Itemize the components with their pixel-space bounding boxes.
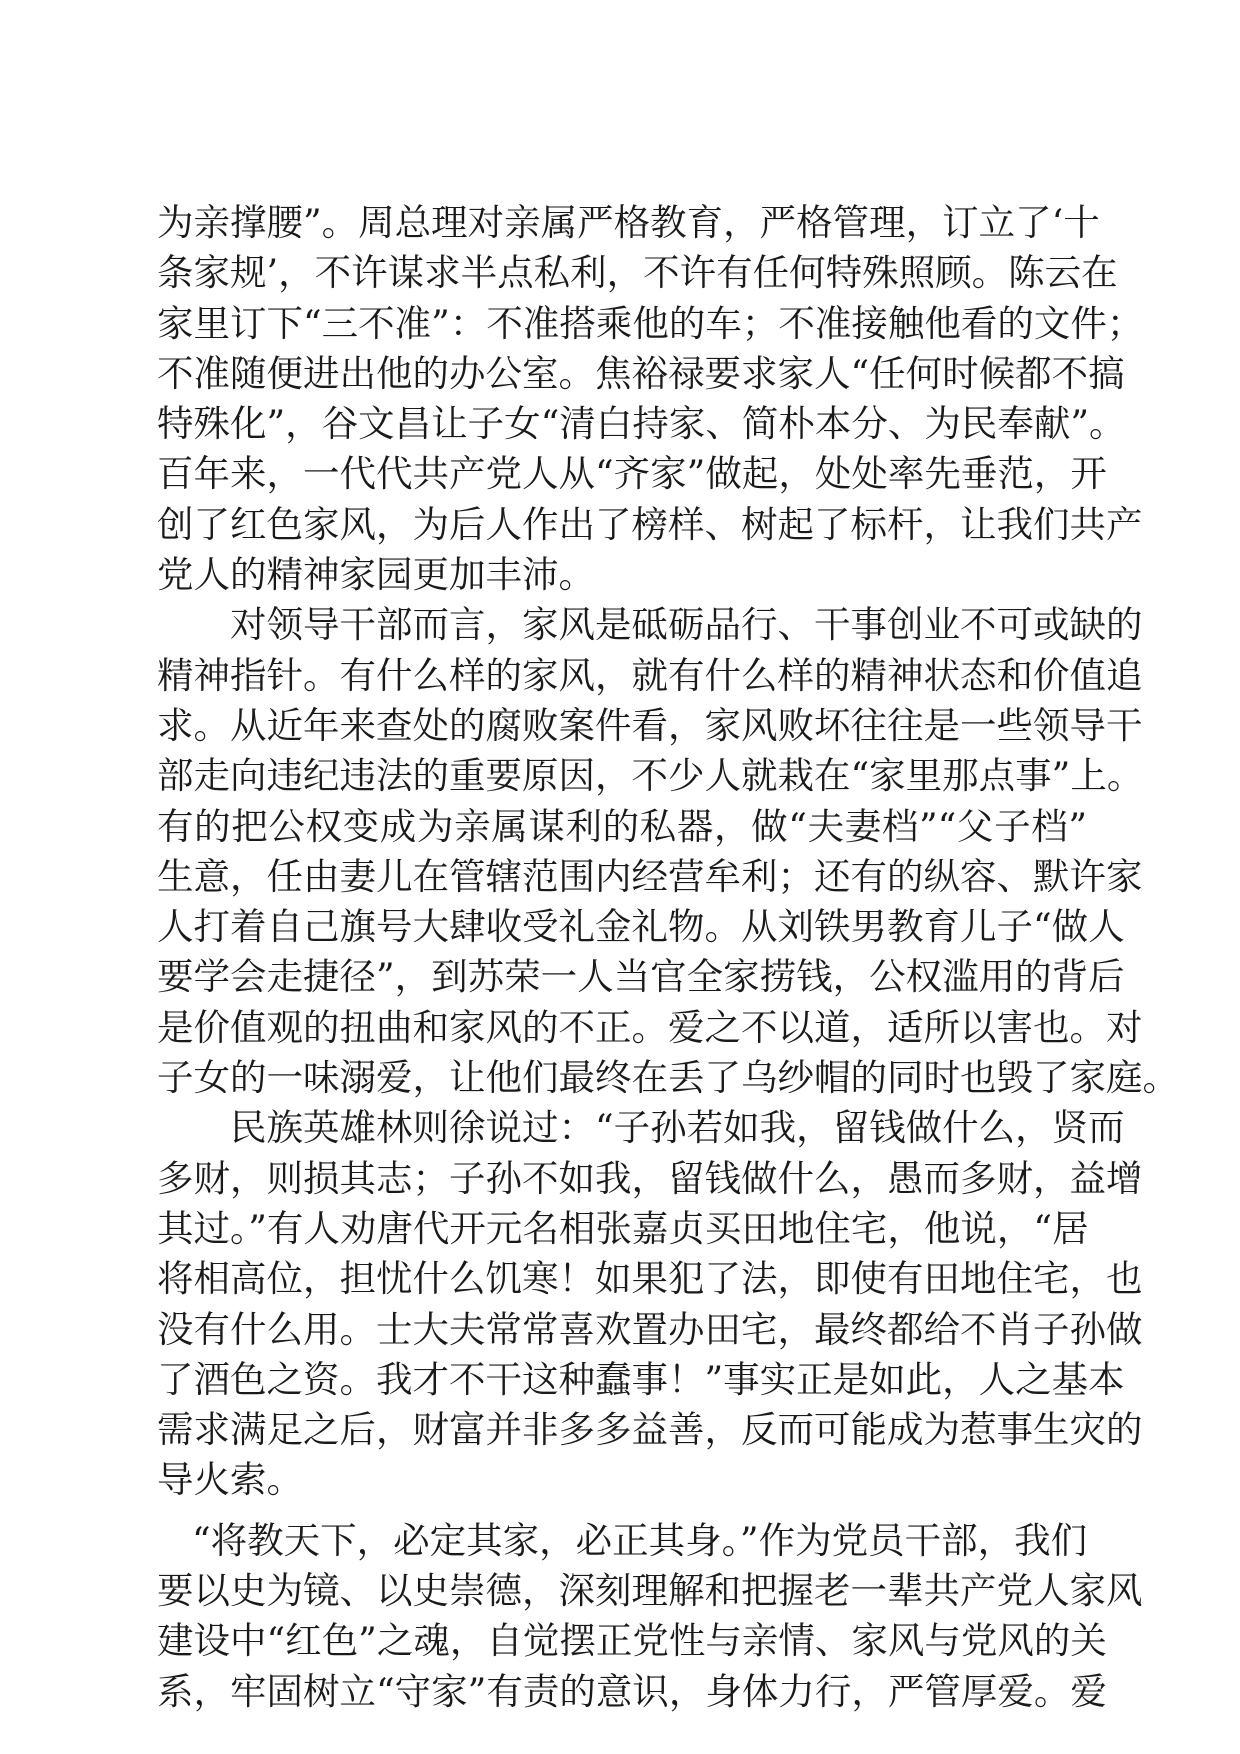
text-line: 了酒色之资。我才不干这种蠢事！”事实正是如此，人之基本 [157, 1357, 1125, 1401]
paragraph-1 [157, 198, 1144, 600]
text-line: 将相高位，担忧什么饥寒！如果犯了法，即使有田地住宅，也 [157, 1257, 1143, 1301]
text-line: 创了红色家风，为后人作出了榜样、树起了标杆，让我们共产 [157, 502, 1143, 546]
text-line: 子女的一味溺爱，让他们最终在丢了乌纱帽的同时也毁了家庭。 [157, 1056, 1179, 1100]
text-line: 条家规’，不许谋求半点私利，不许有任何特殊照顾。陈云在 [157, 251, 1118, 295]
text-line: 系，牢固树立“守家”有责的意识，身体力行，严管厚爱。爱 [157, 1669, 1107, 1713]
text-line: 民族英雄林则徐说过：“子孙若如我，留钱做什么，贤而 [230, 1106, 1125, 1150]
text-line: 家里订下“三不准”：不准搭乘他的车；不准接触他看的文件； [157, 301, 1144, 345]
text-line: “将教天下，必定其家，必正其身。”作为党员干部，我们 [192, 1518, 1088, 1562]
text-line: 要学会走捷径”，到苏荣一人当官全家捞钱，公权滥用的背后 [157, 955, 1125, 999]
text-line: 建设中“红色”之魂，自觉摆正党性与亲情、家风与党风的关 [157, 1619, 1107, 1663]
text-line: 百年来，一代代共产党人从“齐家”做起，处处率先垂范，开 [157, 452, 1107, 496]
text-line: 不准随便进出他的办公室。焦裕禄要求家人“任何时候都不搞 [157, 351, 1125, 395]
text-line: 特殊化”，谷文昌让子女“清白持家、简朴本分、为民奉献”。 [157, 402, 1126, 446]
text-line: 精神指针。有什么样的家风，就有什么样的精神状态和价值追 [157, 653, 1143, 697]
text-line: 有的把公权变成为亲属谋利的私器，做“夫妻档”“父子档” [157, 804, 1087, 848]
text-line: 生意，任由妻儿在管辖范围内经营牟利；还有的纵容、默许家 [157, 854, 1143, 898]
text-line: 求。从近年来查处的腐败案件看，家风败坏往往是一些领导干 [157, 703, 1143, 747]
text-line: 其过。”有人劝唐代开元名相张嘉贞买田地住宅，他说，“居 [157, 1206, 1089, 1250]
text-line: 党人的精神家园更加丰沛。 [157, 553, 595, 597]
text-line: 为亲撑腰”。周总理对亲属严格教育，严格管理，订立了‘十 [157, 201, 1100, 244]
text-line: 需求满足之后，财富并非多多益善，反而可能成为惹事生灾的 [157, 1408, 1143, 1452]
text-line: 没有什么用。士大夫常常喜欢置办田宅，最终都给不肖子孙做 [157, 1307, 1143, 1351]
text-line: 要以史为镜、以史崇德，深刻理解和把握老一辈共产党人家风 [157, 1569, 1143, 1613]
text-line: 导火索。 [157, 1458, 303, 1502]
paragraph-4 [157, 1516, 1143, 1717]
text-line: 是价值观的扭曲和家风的不正。爱之不以道，适所以害也。对 [157, 1005, 1143, 1049]
text-line: 对领导干部而言，家风是砥砺品行、干事创业不可或缺的 [230, 603, 1143, 647]
text-line: 部走向违纪违法的重要原因，不少人就栽在“家里那点事”上。 [157, 754, 1144, 798]
paragraph-3 [157, 1103, 1143, 1505]
text-line: 人打着自己旗号大肆收受礼金礼物。从刘铁男教育儿子“做人 [157, 905, 1125, 949]
paragraph-gap [157, 1506, 1087, 1516]
text-line: 多财，则损其志；子孙不如我，留钱做什么，愚而多财，益增 [157, 1156, 1143, 1200]
paragraph-2 [157, 600, 1179, 1103]
body-text [157, 198, 1179, 1717]
